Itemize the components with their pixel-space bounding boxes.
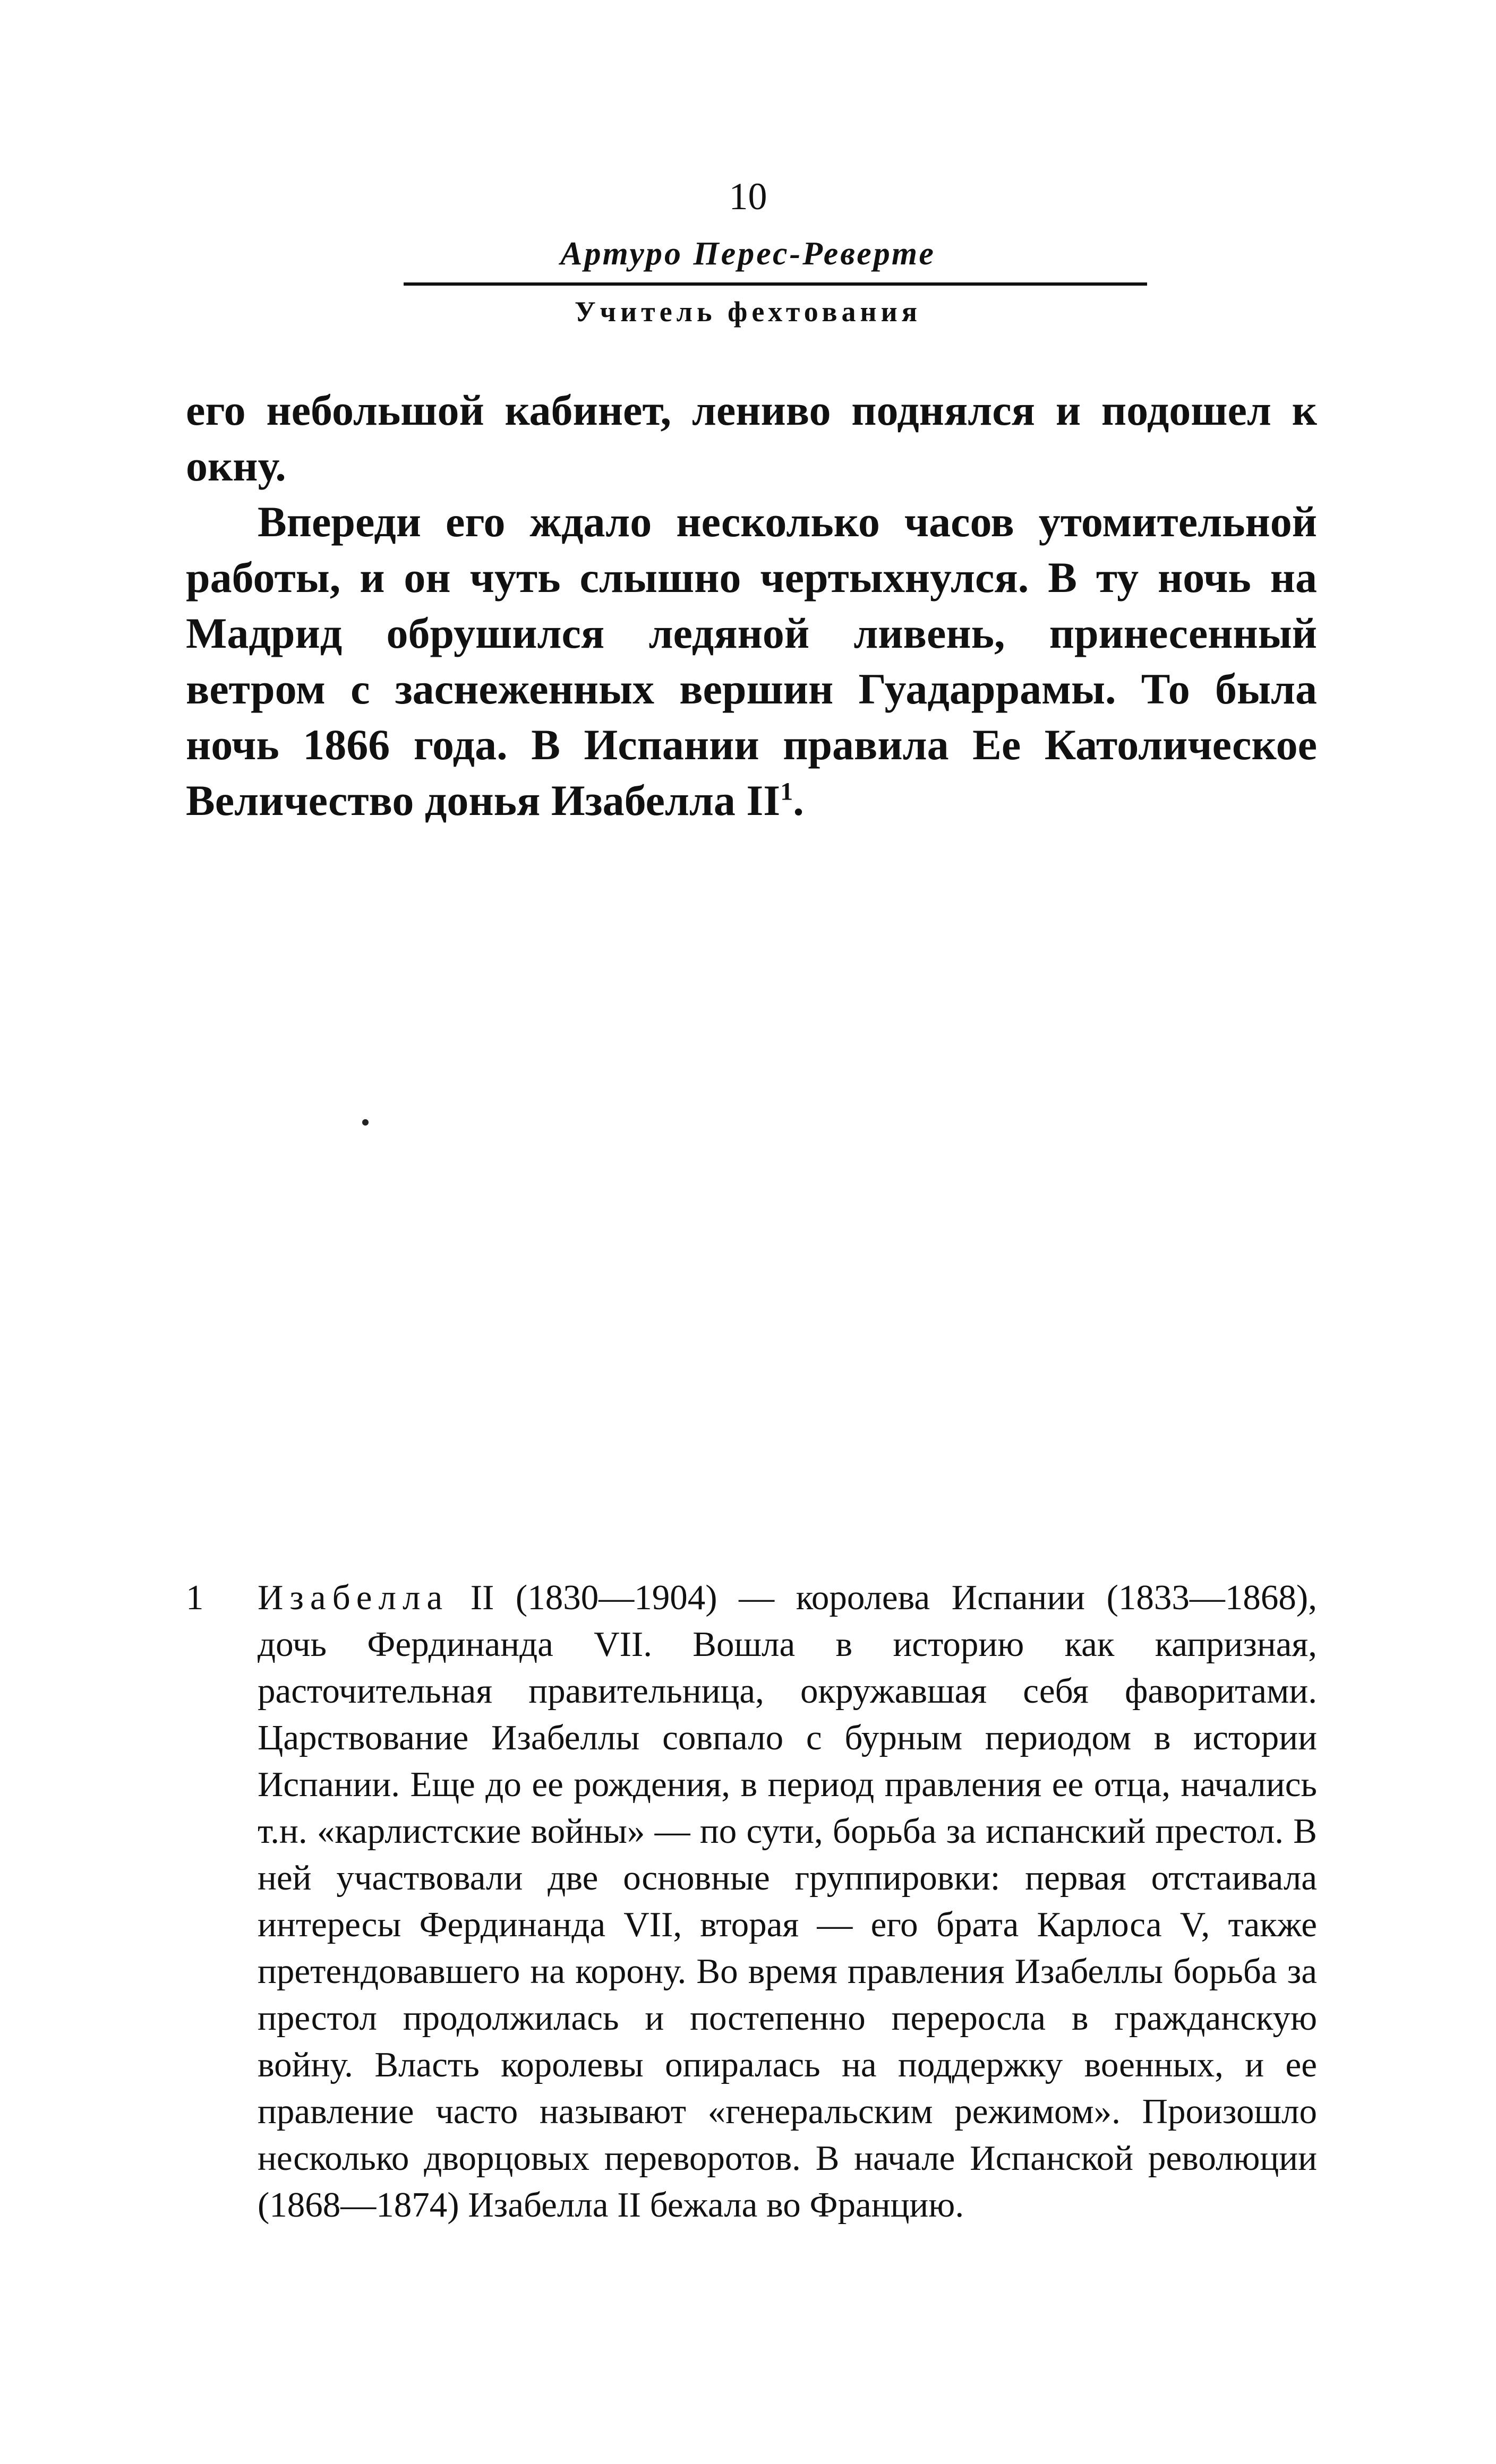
paragraph-text: Впереди его ждало несколько часов утомительной работы, и он чуть слышно чертыхнулся. В ту ночь на Мадрид обрушился ледяной ливень, принесенный ветром с заснеженных вершин Гуадаррамы. То была ночь 1866 года. В Испании правила Ее Католическое Величество донья Изабелла II (186, 497, 1317, 825)
footnote-reference[interactable]: 1 (780, 777, 793, 806)
paragraph (186, 494, 1317, 828)
footnote (186, 1574, 1317, 2228)
footnote-marker: 1 (186, 1578, 204, 1617)
running-header-title: Учитель фехтования (574, 296, 922, 328)
page-number: 10 (729, 175, 767, 218)
footnote-body (258, 1574, 1317, 2228)
header-divider (404, 282, 1147, 286)
paragraph-continuation: его небольшой кабинет, лениво поднялся и подошел к окну. (186, 386, 1317, 490)
paragraph-end: . (793, 776, 804, 825)
main-text (186, 382, 1317, 828)
footnote-text: II (1830—1904) — королева Испании (1833—1868), дочь Фердинанда VII. Вошла в историю как капризная, расточительная правительница, окружавшая себя фаворитами. Царствование Изабеллы совпало с бурным периодом в истории Испании. Еще до ее рождения, в период правления ее отца, начались т.н. «карлистские войны» — по сути, борьба за испанский престол. В ней участвовали две основные группировки: первая отстаивала интересы Фердинанда VII, вторая — его брата Карлоса V, также претендовавшего на корону. Во время правления Изабеллы борьба за престол продолжилась и постепенно переросла в гражданскую войну. Власть королевы опиралась на поддержку военных, и ее правление часто называют «генеральским режимом». Произошло несколько дворцовых переворотов. В начале Испанской революции (1868—1874) Изабелла II бежала во Францию. (258, 1578, 1317, 2225)
print-speck (362, 1119, 369, 1126)
footnote-name: Изабелла (258, 1578, 449, 1617)
running-header-author: Артуро Перес-Реверте (560, 236, 936, 272)
